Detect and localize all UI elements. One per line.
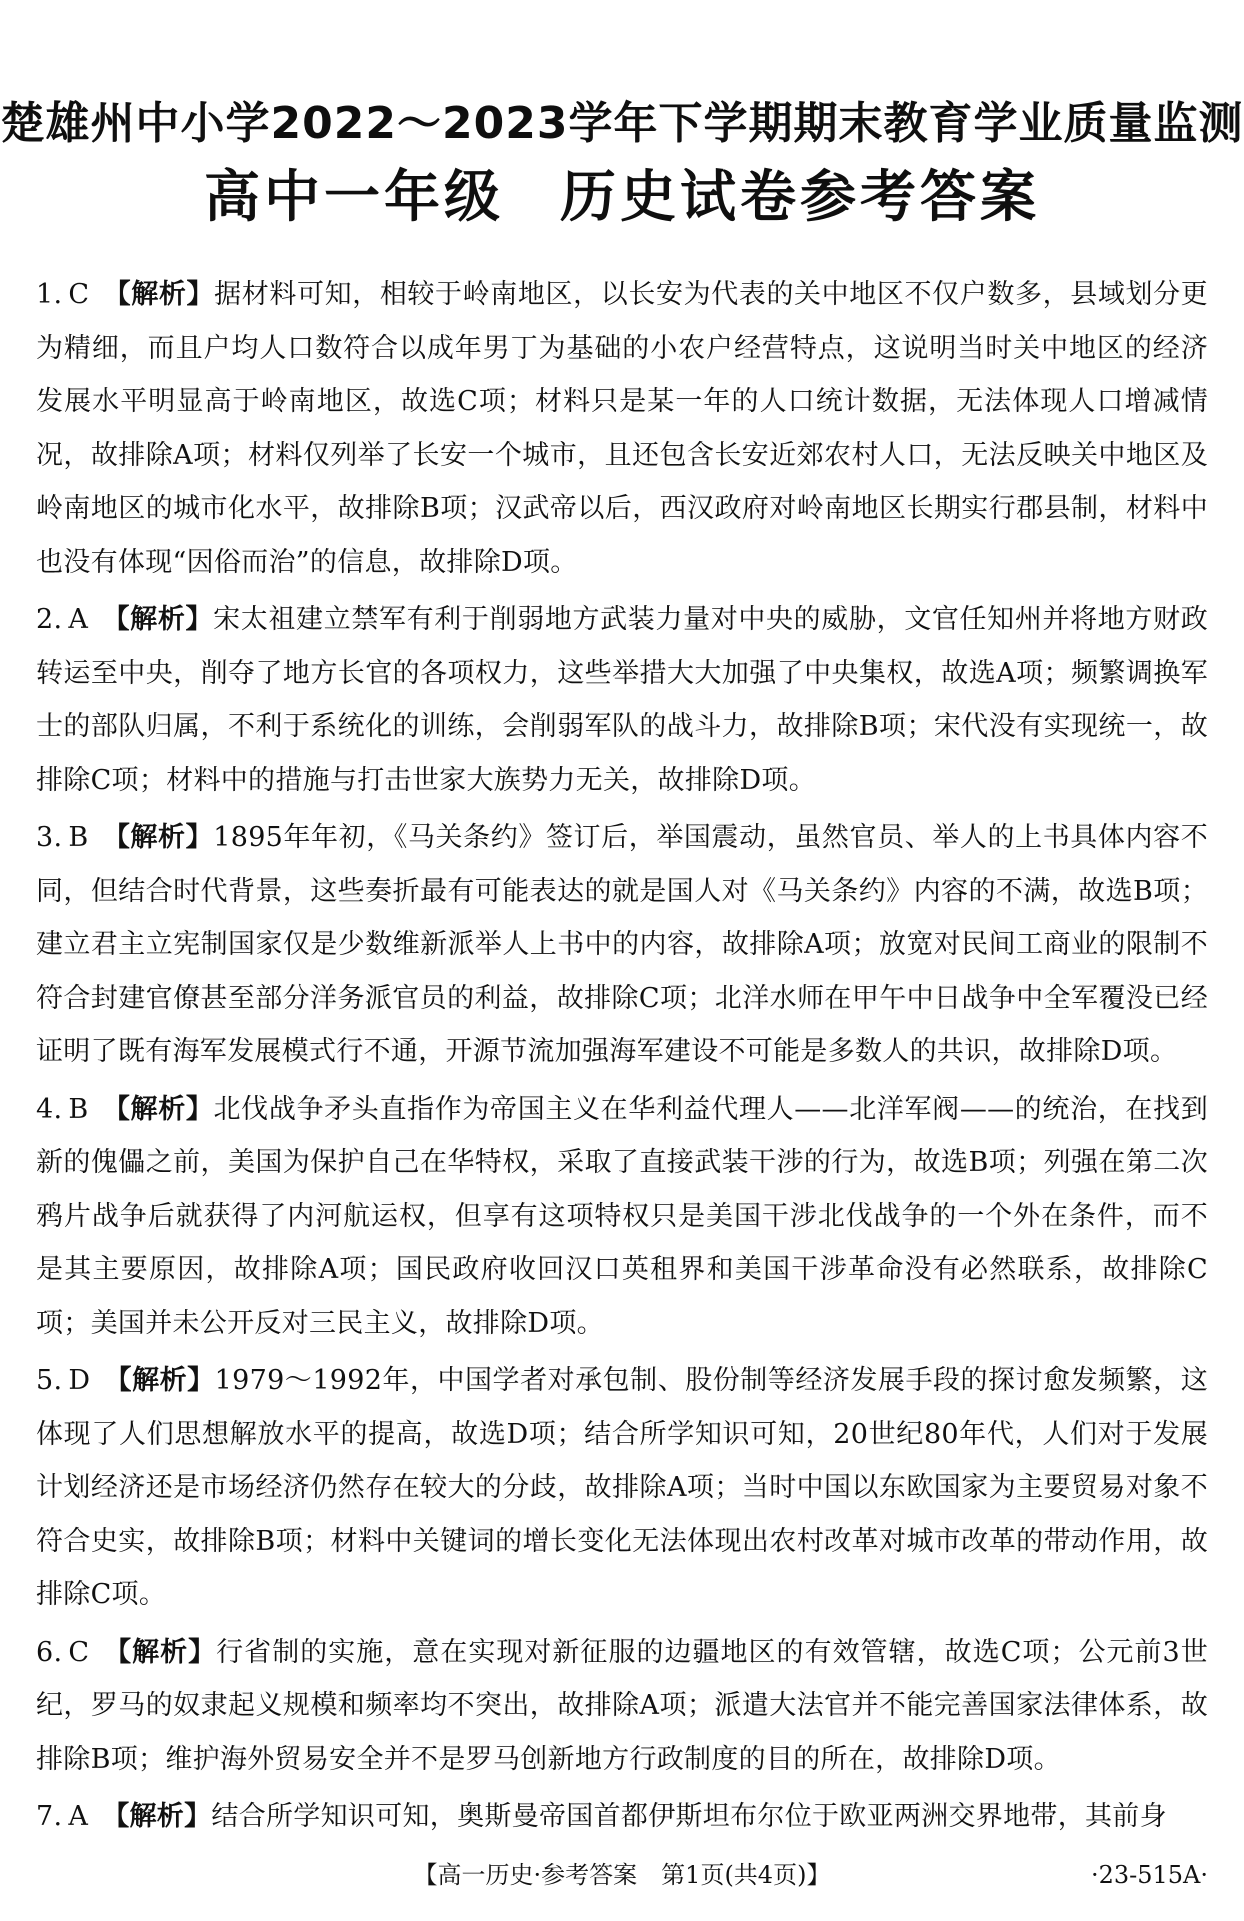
question-number: 5.: [36, 1365, 63, 1396]
answer-item-3: [36, 811, 1208, 1079]
answer-letter: A: [68, 1801, 89, 1832]
analysis-text: 1895年年初，《马关条约》签订后，举国震动，虽然官员、举人的上书具体内容不同，但结合时代背景，这些奏折最有可能表达的就是国人对《马关条约》内容的不满，故选B项；建立君主立宪制国家仅是少数维新派举人上书中的内容，故排除A项；放宽对民间工商业的限制不符合封建官僚甚至部分洋务派官员的利益，故排除C项；北洋水师在甲午中日战争中全军覆没已经证明了既有海军发展模式行不通，开源节流加强海军建设不可能是多数人的共识，故排除D项。: [36, 822, 1208, 1067]
question-number: 3.: [36, 822, 63, 853]
analysis-text: 行省制的实施，意在实现对新征服的边疆地区的有效管辖，故选C项；公元前3世纪，罗马的奴隶起义规模和频率均不突出，故排除A项；派遣大法官并不能完善国家法律体系，故排除B项；维护海外贸易安全并不是罗马创新地方行政制度的目的所在，故排除D项。: [36, 1636, 1209, 1775]
footer-doc-code: ·23-515A·: [1090, 1861, 1208, 1889]
question-number: 4.: [36, 1093, 63, 1125]
question-number: 6.: [36, 1636, 63, 1668]
analysis-tag: 【解析】: [103, 279, 215, 310]
answer-list: [36, 268, 1208, 1848]
document-subtitle: [0, 160, 1244, 236]
analysis-text: 1979～1992年，中国学者对承包制、股份制等经济发展手段的探讨愈发频繁，这体现了人们思想解放水平的提高，故选D项；结合所学知识可知，20世纪80年代，人们对于发展计划经济还是市场经济仍然存在较大的分歧，故排除A项；当时中国以东欧国家为主要贸易对象不符合史实，故排除B项；材料中关键词的增长变化无法体现出农村改革对城市改革的带动作用，故排除C项。: [36, 1365, 1208, 1610]
answer-letter: C: [68, 1636, 90, 1668]
grade-label: 高中一年级: [204, 165, 504, 230]
analysis-tag: 【解析】: [102, 1801, 212, 1832]
answer-item-7: [36, 1790, 1208, 1844]
answer-item-6: [36, 1626, 1208, 1787]
footer-page-info: 【高一历史·参考答案 第1页(共4页)】: [413, 1861, 831, 1889]
answer-letter: B: [68, 1093, 89, 1125]
answer-letter: B: [68, 822, 89, 853]
answer-item-2: [36, 593, 1208, 807]
analysis-tag: 【解析】: [104, 1365, 215, 1396]
paper-name: 历史试卷参考答案: [560, 165, 1040, 230]
analysis-text: 据材料可知，相较于岭南地区，以长安为代表的关中地区不仅户数多，县域划分更为精细，而且户均人口数符合以成年男丁为基础的小农户经营特点，这说明当时关中地区的经济发展水平明显高于岭南地区，故选C项；材料只是某一年的人口统计数据，无法体现人口增减情况，故排除A项；材料仅列举了长安一个城市，且还包含长安近郊农村人口，无法反映关中地区及岭南地区的城市化水平，故排除B项；汉武帝以后，西汉政府对岭南地区长期实行郡县制，材料中也没有体现“因俗而治”的信息，故排除D项。: [36, 279, 1208, 578]
question-number: 1.: [36, 279, 63, 310]
answer-item-5: [36, 1354, 1208, 1622]
answer-item-4: [36, 1083, 1208, 1351]
answer-letter: C: [68, 279, 90, 310]
question-number: 2.: [36, 604, 63, 635]
analysis-tag: 【解析】: [102, 1093, 214, 1125]
analysis-text: 结合所学知识可知，奥斯曼帝国首都伊斯坦布尔位于欧亚两洲交界地带，其前身: [211, 1801, 1167, 1832]
analysis-text: 北伐战争矛头直指作为帝国主义在华利益代理人——北洋军阀——的统治，在找到新的傀儡之前，美国为保护自己在华特权，采取了直接武装干涉的行为，故选B项；列强在第二次鸦片战争后就获得了内河航运权，但享有这项特权只是美国干涉北伐战争的一个外在条件，而不是其主要原因，故排除A项；国民政府收回汉口英租界和美国干涉革命没有必然联系，故排除C项；美国并未公开反对三民主义，故排除D项。: [36, 1093, 1208, 1339]
analysis-tag: 【解析】: [102, 822, 214, 853]
answer-letter: D: [68, 1365, 91, 1396]
analysis-text: 宋太祖建立禁军有利于削弱地方武装力量对中央的威胁，文官任知州并将地方财政转运至中央，削夺了地方长官的各项权力，这些举措大大加强了中央集权，故选A项；频繁调换军士的部队归属，不利于系统化的训练，会削弱军队的战斗力，故排除B项；宋代没有实现统一，故排除C项；材料中的措施与打击世家大族势力无关，故排除D项。: [36, 604, 1208, 796]
question-number: 7.: [36, 1801, 63, 1832]
document-title: 楚雄州中小学2022～2023学年下学期期末教育学业质量监测: [0, 98, 1244, 149]
answer-letter: A: [68, 604, 89, 635]
analysis-tag: 【解析】: [102, 604, 214, 635]
analysis-tag: 【解析】: [103, 1636, 217, 1668]
answer-item-1: [36, 268, 1208, 589]
